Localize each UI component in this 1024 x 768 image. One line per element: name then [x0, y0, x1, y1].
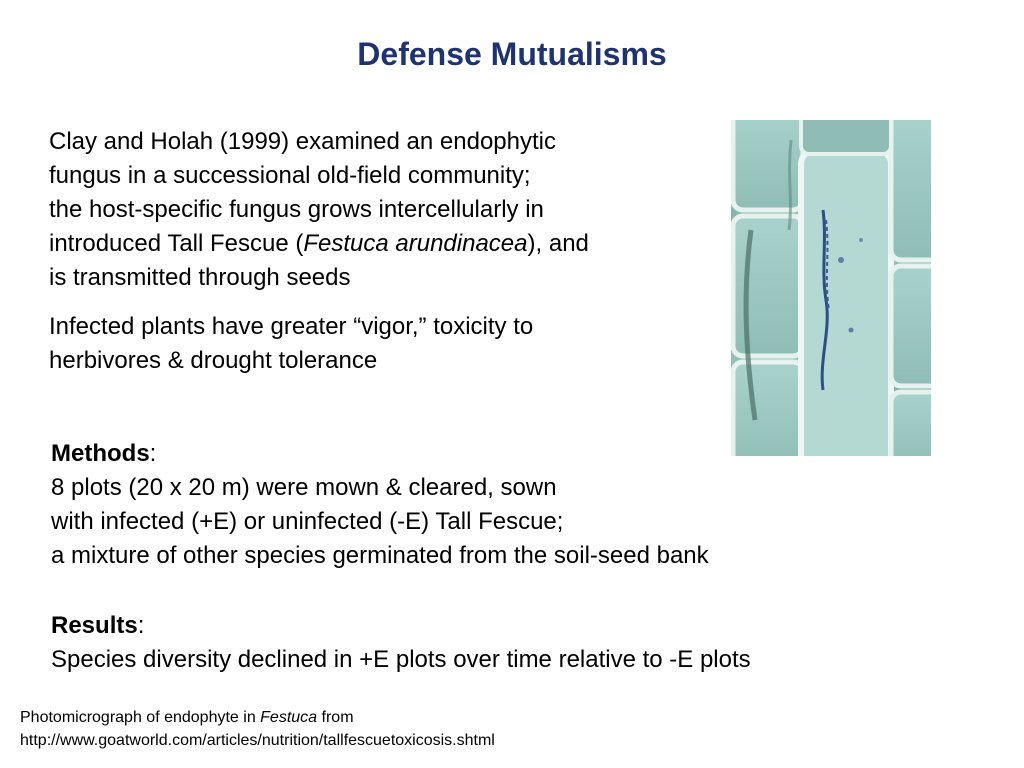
caption-genus: Festuca — [260, 709, 318, 726]
intro-line-4-post: ), and — [527, 230, 589, 257]
methods-heading-line — [51, 437, 951, 471]
intro-line-4-pre: introduced Tall Fescue ( — [49, 230, 304, 257]
slide-title: Defense Mutualisms — [357, 36, 667, 72]
intro-paragraph — [49, 125, 699, 295]
intro-line-3: the host-specific fungus grows intercellularly in — [49, 196, 544, 223]
endophyte-photomicrograph — [731, 120, 931, 456]
infected-line-2: herbivores & drought tolerance — [49, 347, 378, 374]
results-colon: : — [137, 612, 145, 639]
methods-line-2: with infected (+E) or uninfected (-E) Tall Fescue; — [51, 508, 564, 535]
photo-caption — [20, 706, 920, 752]
infected-paragraph — [49, 310, 699, 378]
caption-line-1 — [20, 706, 920, 729]
intro-line-4 — [49, 227, 699, 261]
results-heading-line — [51, 609, 951, 643]
caption-url: http://www.goatworld.com/articles/nutrition/tallfescuetoxicosis.shtml — [20, 732, 495, 749]
methods-line-3: a mixture of other species germinated from the soil-seed bank — [51, 542, 709, 569]
methods-line-1: 8 plots (20 x 20 m) were mown & cleared, sown — [51, 474, 557, 501]
caption-post: from — [317, 709, 354, 726]
results-section — [51, 609, 951, 677]
methods-colon: : — [149, 440, 157, 467]
species-name: Festuca arundinacea — [303, 230, 528, 257]
intro-line-2: fungus in a successional old-field community; — [49, 162, 531, 189]
results-line-1: Species diversity declined in +E plots over time relative to -E plots — [51, 646, 751, 673]
methods-heading: Methods — [51, 440, 150, 467]
infected-line-1: Infected plants have greater “vigor,” toxicity to — [49, 313, 534, 340]
intro-line-5: is transmitted through seeds — [49, 264, 351, 291]
results-heading: Results — [51, 612, 138, 639]
intro-line-1: Clay and Holah (1999) examined an endophytic — [49, 128, 556, 155]
caption-pre: Photomicrograph of endophyte in — [20, 709, 261, 726]
methods-section — [51, 437, 951, 573]
